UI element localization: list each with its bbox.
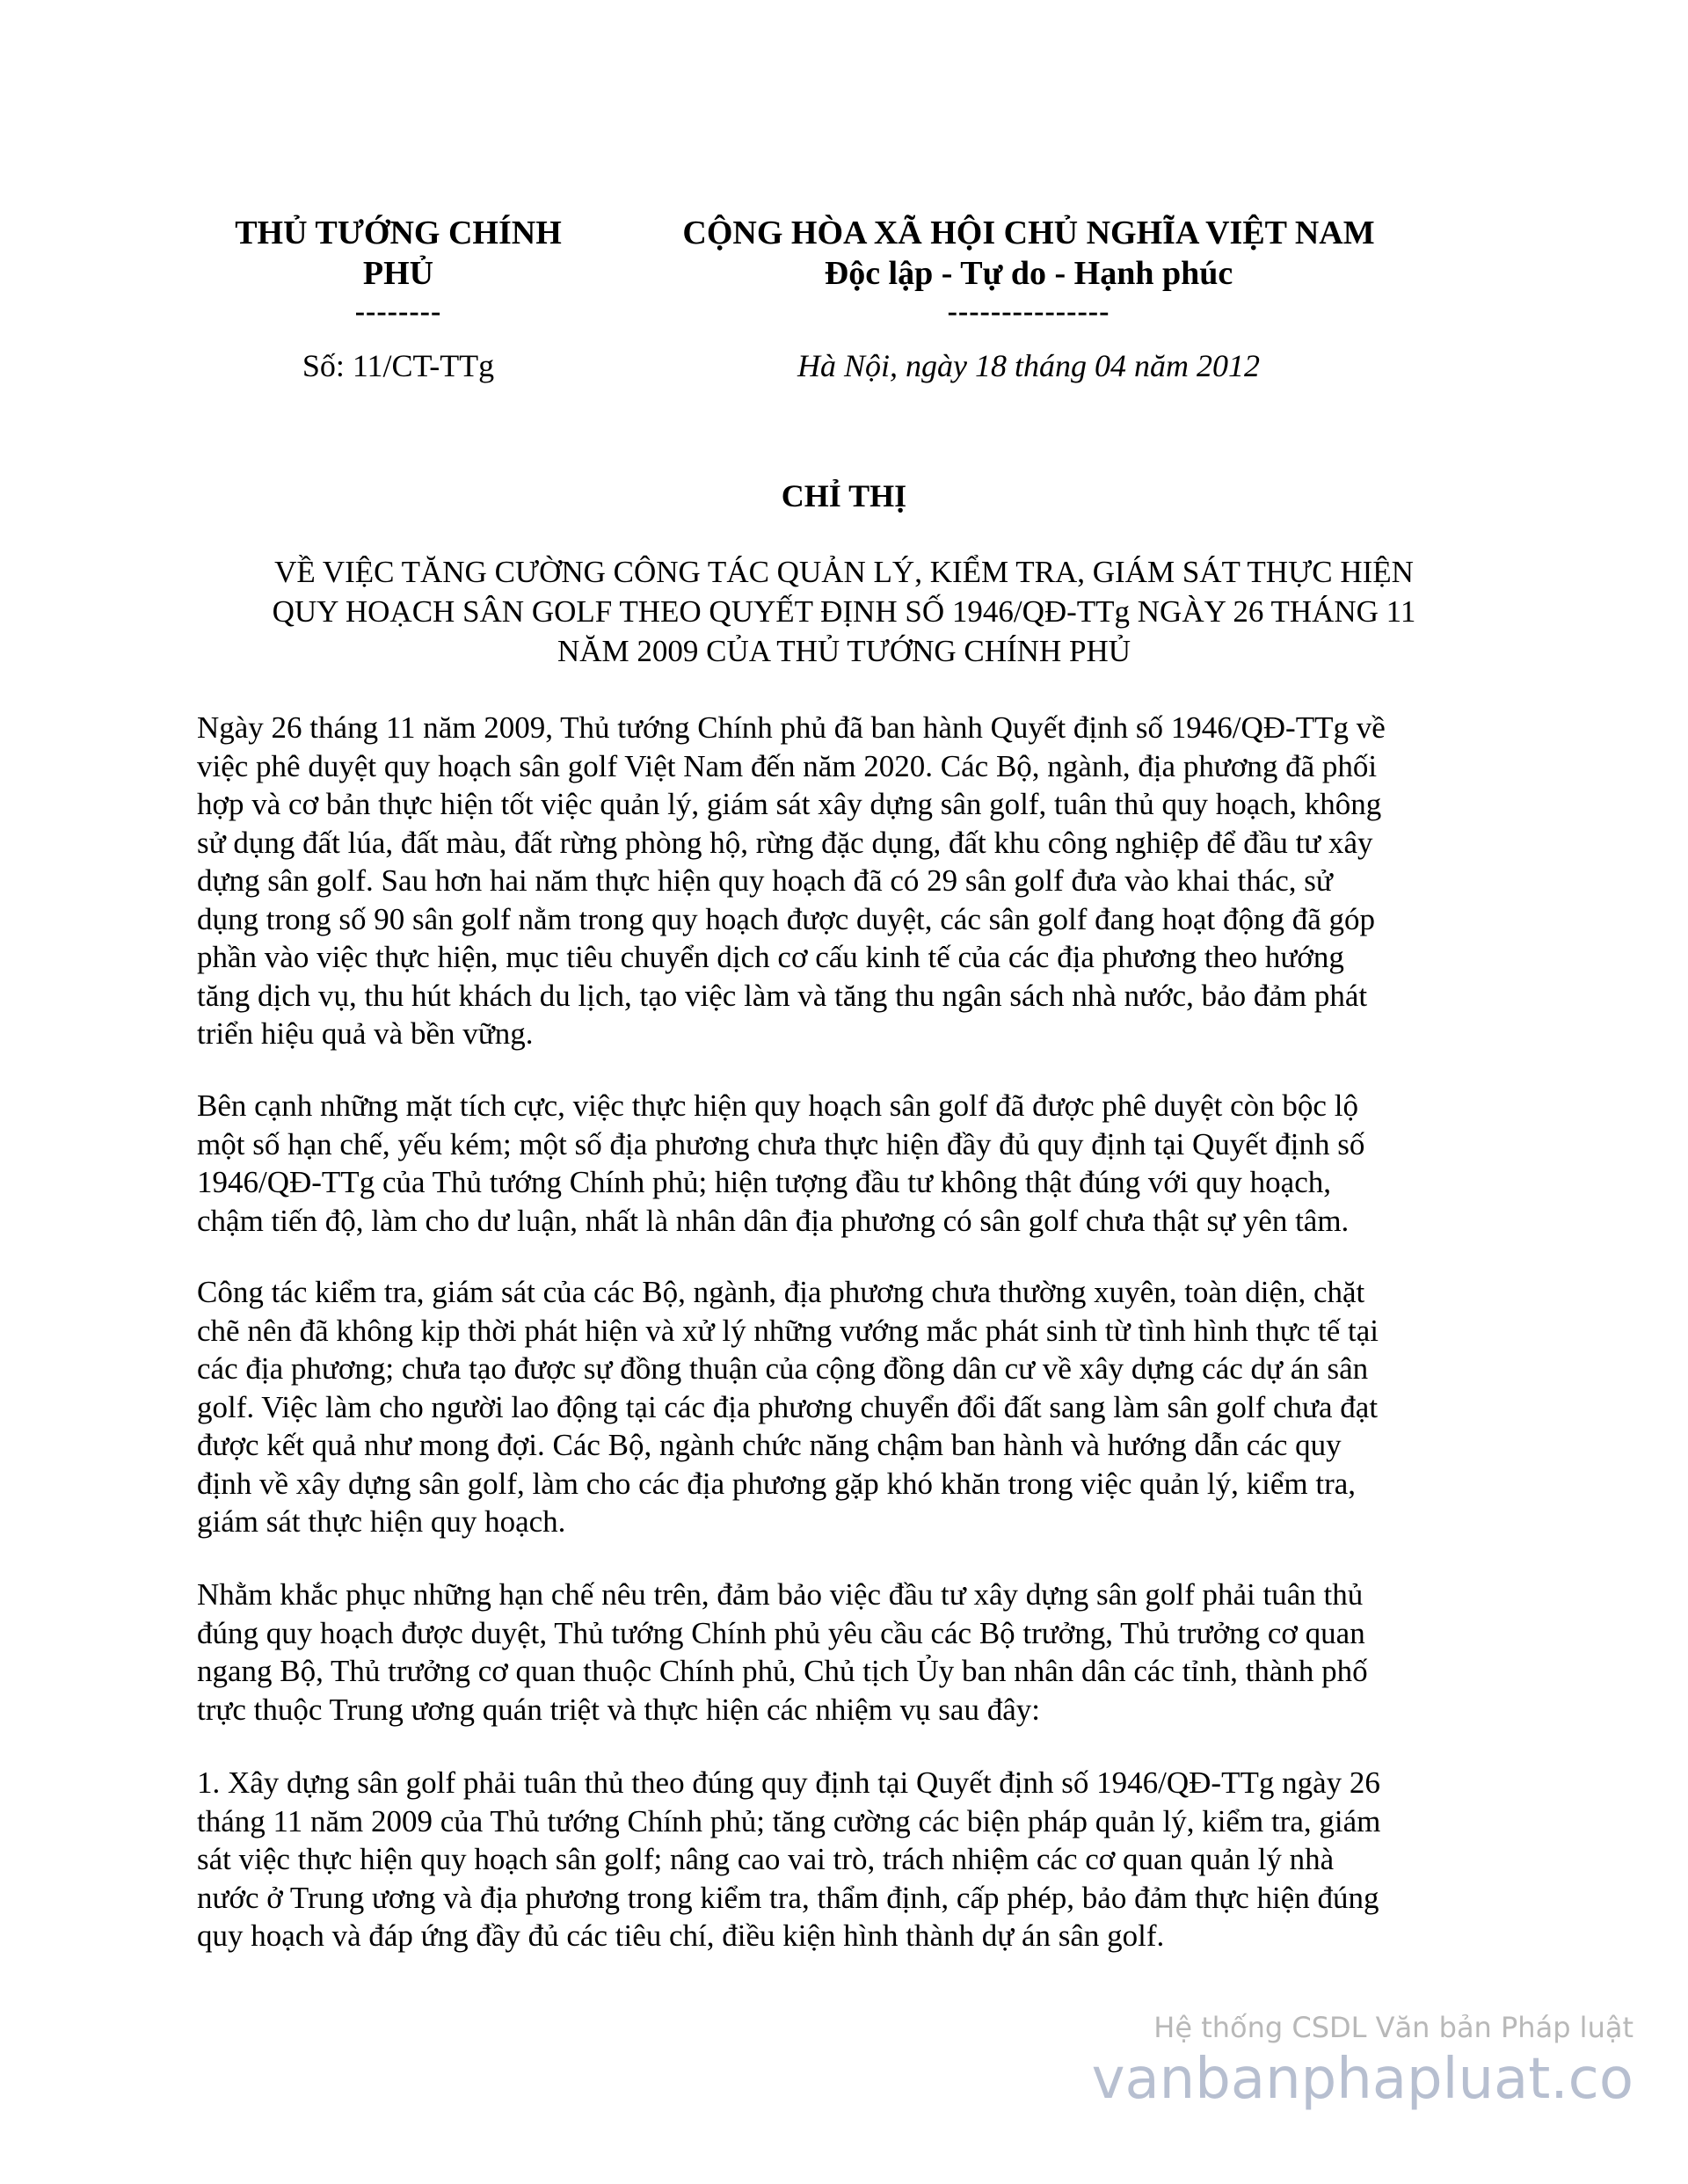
paragraph-line: Công tác kiểm tra, giám sát của các Bộ, ngành, địa phương chưa thường xuyên, toàn diện, chặt xyxy=(197,1275,1365,1309)
paragraph-line: định về xây dựng sân golf, làm cho các địa phương gặp khó khăn trong việc quản lý, kiểm tra, xyxy=(197,1466,1357,1501)
subject-line-3: NĂM 2009 CỦA THỦ TƯỚNG CHÍNH PHỦ xyxy=(557,634,1131,668)
document-number: Số: 11/CT-TTg xyxy=(302,348,495,383)
paragraph-line: chậm tiến độ, làm cho dư luận, nhất là nhân dân địa phương có sân golf chưa thật sự yên tâm. xyxy=(197,1203,1350,1238)
paragraph-line: Ngày 26 tháng 11 năm 2009, Thủ tướng Chính phủ đã ban hành Quyết định số 1946/QĐ-TTg về xyxy=(197,710,1386,745)
paragraph-line: các địa phương; chưa tạo được sự đồng thuận của cộng đồng dân cư về xây dựng các dự án sân xyxy=(197,1351,1369,1386)
paragraph-line: Nhằm khắc phục những hạn chế nêu trên, đảm bảo việc đầu tư xây dựng sân golf phải tuân thủ xyxy=(197,1577,1364,1612)
paragraph-line: tăng dịch vụ, thu hút khách du lịch, tạo việc làm và tăng thu ngân sách nhà nước, bảo đảm phát xyxy=(197,978,1368,1013)
national-title: CỘNG HÒA XÃ HỘI CHỦ NGHĨA VIỆT NAM xyxy=(682,215,1375,251)
watermark-caption: Hệ thống CSDL Văn bản Pháp luật xyxy=(1153,2011,1633,2044)
paragraph-2 xyxy=(197,1087,1489,1240)
paragraph-5 xyxy=(197,1764,1489,1955)
paragraph-line: tháng 11 năm 2009 của Thủ tướng Chính phủ; tăng cường các biện pháp quản lý, kiểm tra, giám xyxy=(197,1803,1381,1838)
issuing-agency xyxy=(227,213,570,294)
national-motto: Độc lập - Tự do - Hạnh phúc xyxy=(824,255,1233,292)
paragraph-line: triển hiệu quả và bền vững. xyxy=(197,1016,534,1051)
paragraph-line: chẽ nên đã không kịp thời phát hiện và xử lý những vướng mắc phát sinh từ tình hình thực tế tại xyxy=(197,1313,1379,1348)
paragraph-line: được kết quả như mong đợi. Các Bộ, ngành chức năng chậm ban hành và hướng dẫn các quy xyxy=(197,1428,1342,1462)
issuing-agency-line1: THỦ TƯỚNG CHÍNH xyxy=(235,215,562,251)
paragraph-line: sử dụng đất lúa, đất màu, đất rừng phòng hộ, rừng đặc dụng, đất khu công nghiệp để đầu tư xây xyxy=(197,825,1373,860)
paragraph-line: ngang Bộ, Thủ trưởng cơ quan thuộc Chính phủ, Chủ tịch Ủy ban nhân dân các tỉnh, thành phố xyxy=(197,1654,1368,1688)
paragraph-line: phần vào việc thực hiện, mục tiêu chuyển dịch cơ cấu kinh tế của các địa phương theo hướng xyxy=(197,940,1344,974)
paragraph-line: quy hoạch và đáp ứng đầy đủ các tiêu chí, điều kiện hình thành dự án sân golf. xyxy=(197,1918,1165,1953)
paragraph-line: trực thuộc Trung ương quán triệt và thực hiện các nhiệm vụ sau đây: xyxy=(197,1692,1040,1727)
paragraph-line: hợp và cơ bản thực hiện tốt việc quản lý, giám sát xây dựng sân golf, tuân thủ quy hoạch, không xyxy=(197,787,1382,821)
paragraph-3 xyxy=(197,1273,1489,1541)
paragraph-1 xyxy=(197,709,1489,1053)
paragraph-line: một số hạn chế, yếu kém; một số địa phương chưa thực hiện đầy đủ quy định tại Quyết định số xyxy=(197,1126,1365,1161)
place-and-date: Hà Nội, ngày 18 tháng 04 năm 2012 xyxy=(797,348,1260,383)
paragraph-line: dựng sân golf. Sau hơn hai năm thực hiện quy hoạch đã có 29 sân golf đưa vào khai thác, sử xyxy=(197,863,1333,898)
subject-line-2: QUY HOẠCH SÂN GOLF THEO QUYẾT ĐỊNH SỐ 1946/QĐ-TTg NGÀY 26 THÁNG 11 xyxy=(272,594,1416,629)
paragraph-line: 1946/QĐ-TTg của Thủ tướng Chính phủ; hiện tượng đầu tư không thật đúng với quy hoạch, xyxy=(197,1165,1331,1199)
paragraph-line: dụng trong số 90 sân golf nằm trong quy hoạch được duyệt, các sân golf đang hoạt động đã góp xyxy=(197,901,1375,936)
watermark-site: vanbanphapluat.co xyxy=(1091,2047,1633,2112)
paragraph-line: sát việc thực hiện quy hoạch sân golf; nâng cao vai trò, trách nhiệm các cơ quan quản lý nhà xyxy=(197,1842,1335,1876)
document-subject xyxy=(141,552,1547,671)
paragraph-line: đúng quy hoạch được duyệt, Thủ tướng Chính phủ yêu cầu các Bộ trưởng, Thủ trưởng cơ quan xyxy=(197,1615,1365,1650)
paragraph-line: nước ở Trung ương và địa phương trong kiểm tra, thẩm định, cấp phép, bảo đảm thực hiện đúng xyxy=(197,1880,1379,1915)
paragraph-line: Bên cạnh những mặt tích cực, việc thực hiện quy hoạch sân golf đã được phê duyệt còn bộc lộ xyxy=(197,1088,1358,1123)
motto-rule: --------------- xyxy=(947,295,1110,328)
document-type: CHỈ THỊ xyxy=(781,478,907,513)
issuing-agency-line2: PHỦ xyxy=(362,255,434,292)
agency-rule: -------- xyxy=(354,295,442,328)
paragraph-line: 1. Xây dựng sân golf phải tuân thủ theo đúng quy định tại Quyết định số 1946/QĐ-TTg ngày 26 xyxy=(197,1765,1380,1800)
paragraph-line: golf. Việc làm cho người lao động tại các địa phương chuyển đổi đất sang làm sân golf chưa đạt xyxy=(197,1389,1379,1424)
paragraph-4 xyxy=(197,1576,1489,1729)
subject-line-1: VỀ VIỆC TĂNG CƯỜNG CÔNG TÁC QUẢN LÝ, KIỂM TRA, GIÁM SÁT THỰC HIỆN xyxy=(274,555,1414,589)
paragraph-line: việc phê duyệt quy hoạch sân golf Việt Nam đến năm 2020. Các Bộ, ngành, địa phương đã phối xyxy=(197,748,1378,783)
paragraph-line: giám sát thực hiện quy hoạch. xyxy=(197,1504,566,1539)
